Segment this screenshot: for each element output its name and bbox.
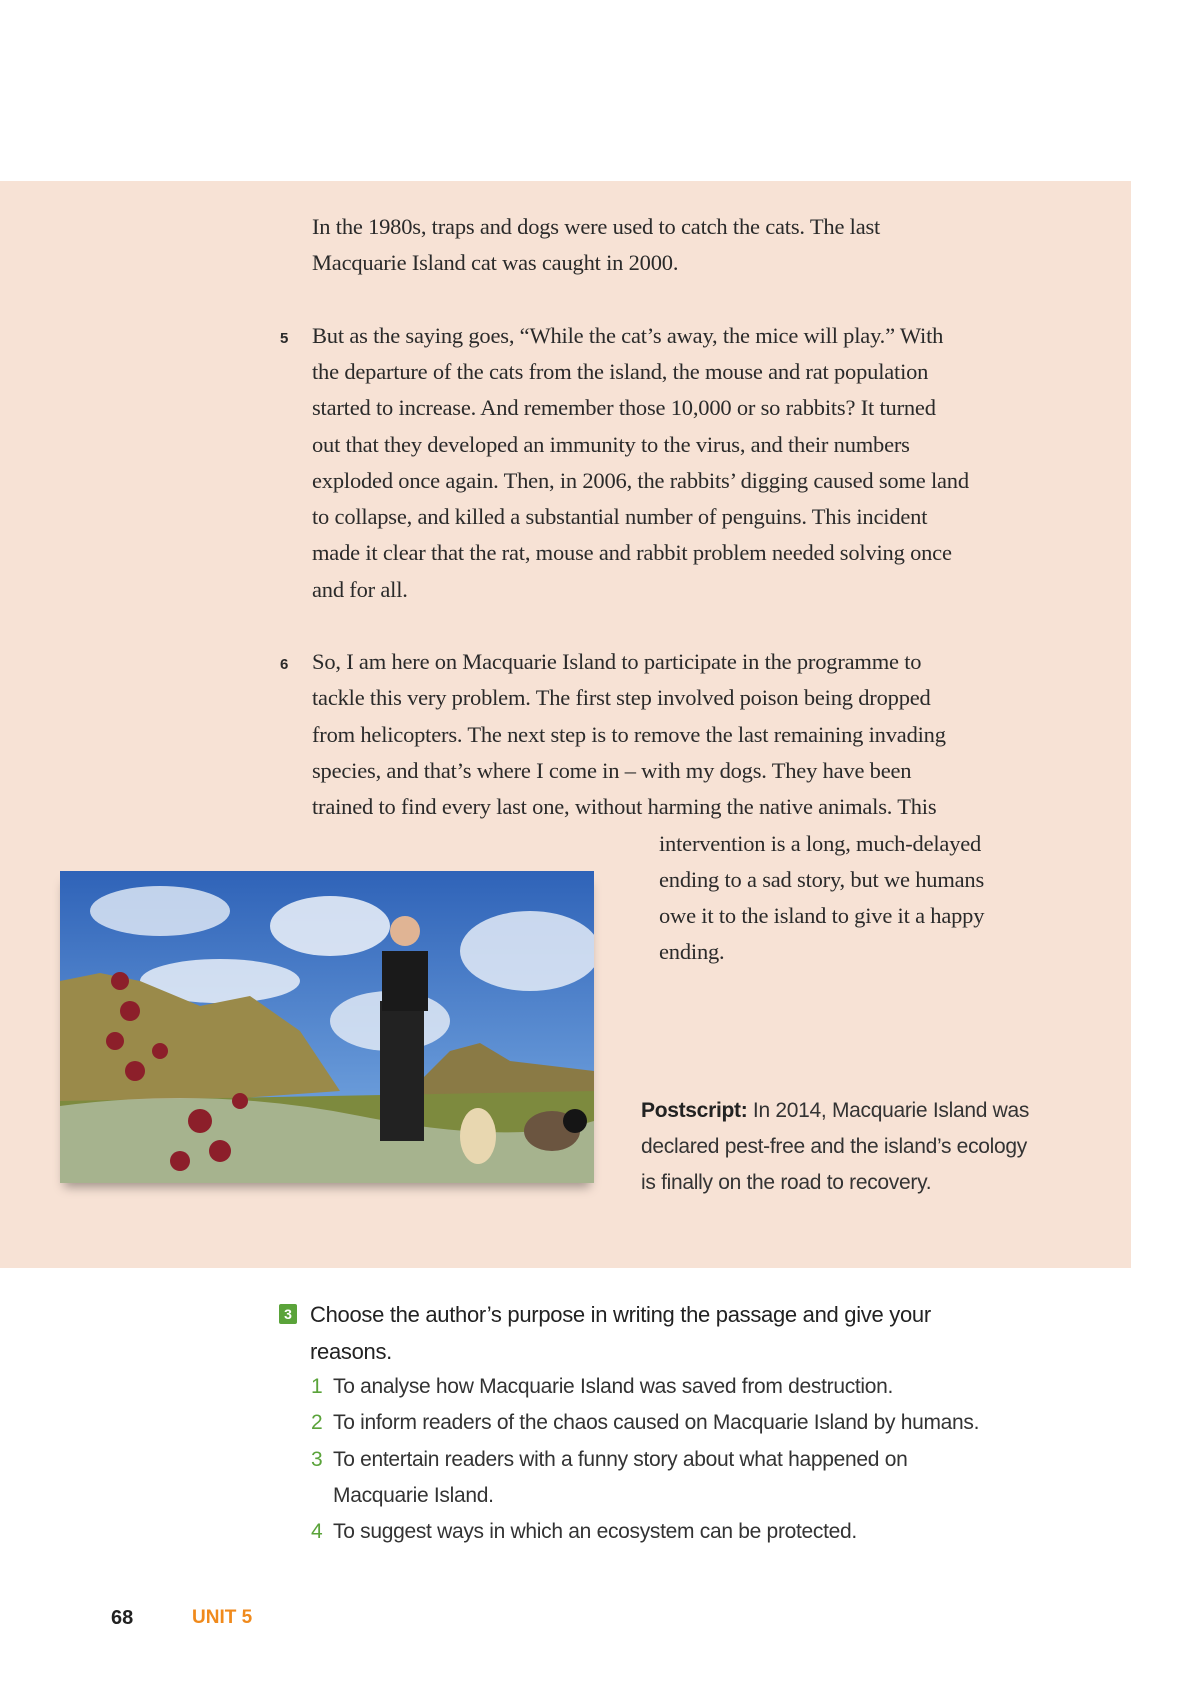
option-number: 4 [311,1520,323,1543]
passage-line: Macquarie Island cat was caught in 2000. [312,250,679,275]
passage-line: intervention is a long, much-delayed [659,831,982,856]
postscript-text: In 2014, Macquarie Island was [747,1099,1030,1122]
passage-line: out that they developed an immunity to the virus, and their numbers [312,432,910,457]
passage-line: But as the saying goes, “While the cat’s away, the mice will play.” With [312,323,944,348]
passage-line: tackle this very problem. The first step involved poison being dropped [312,685,931,710]
option-text: To analyse how Macquarie Island was saved from destruction. [333,1375,894,1398]
passage-line: to collapse, and killed a substantial number of penguins. This incident [312,504,928,529]
option-text: Macquarie Island. [333,1484,494,1507]
postscript-line: is finally on the road to recovery. [641,1171,932,1194]
option-number: 3 [311,1448,323,1471]
passage-line: trained to find every last one, without harming the native animals. This [312,794,937,819]
question-prompt: reasons. [310,1339,392,1364]
passage-line: owe it to the island to give it a happy [659,903,985,928]
option-number: 2 [311,1411,323,1434]
option-text: To suggest ways in which an ecosystem can be protected. [333,1520,857,1543]
passage-line: So, I am here on Macquarie Island to participate in the programme to [312,649,922,674]
passage-line: ending to a sad story, but we humans [659,867,985,892]
passage-line: made it clear that the rat, mouse and rabbit problem needed solving once [312,540,952,565]
question-number-badge: 3 [279,1304,297,1324]
page-number: 68 [111,1607,134,1629]
unit-label: UNIT 5 [192,1607,253,1628]
option-number: 1 [311,1375,323,1398]
passage-line: ending. [659,939,725,964]
passage-line: species, and that’s where I come in – with my dogs. They have been [312,758,912,783]
passage-line: and for all. [312,577,408,602]
passage-line: from helicopters. The next step is to remove the last remaining invading [312,722,946,747]
postscript-line [641,1099,1029,1123]
postscript-label: Postscript: [641,1099,748,1122]
passage-line: exploded once again. Then, in 2006, the rabbits’ digging caused some land [312,468,969,493]
option-text: To entertain readers with a funny story about what happened on [333,1448,908,1471]
postscript-line: declared pest-free and the island’s ecology [641,1135,1027,1158]
passage-line: started to increase. And remember those 10,000 or so rabbits? It turned [312,395,936,420]
passage-line: In the 1980s, traps and dogs were used to catch the cats. The last [312,214,881,239]
paragraph-number: 5 [280,330,289,347]
photo-dog-handler-macquarie-island [60,871,594,1183]
option-text: To inform readers of the chaos caused on Macquarie Island by humans. [333,1411,980,1434]
paragraph-number: 6 [280,656,289,673]
passage-line: the departure of the cats from the island, the mouse and rat population [312,359,929,384]
question-prompt: Choose the author’s purpose in writing the passage and give your [310,1302,931,1327]
